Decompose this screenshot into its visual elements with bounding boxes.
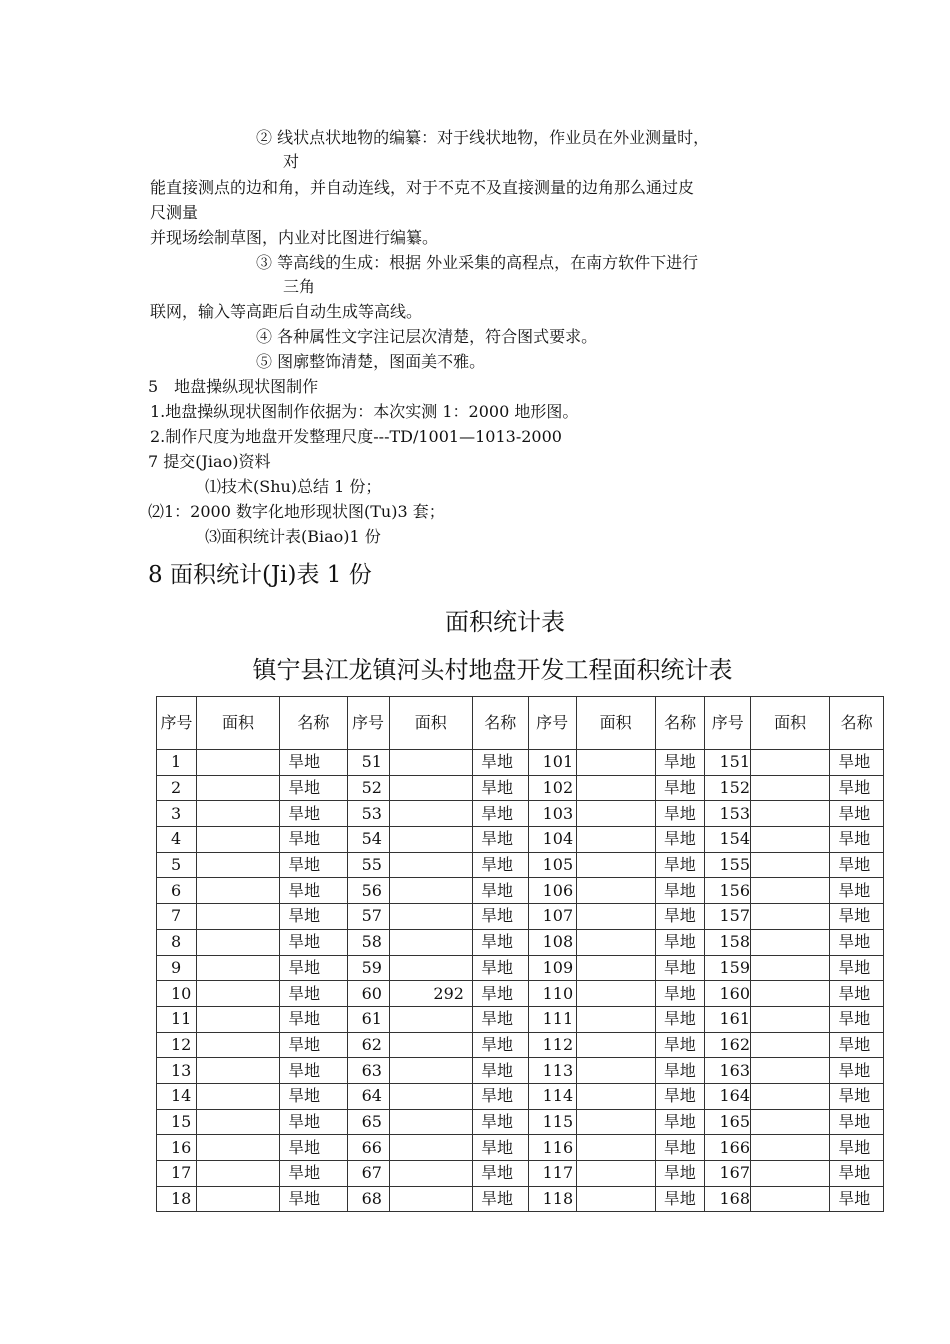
cell-area [751,775,830,801]
table-row [157,1186,884,1212]
table-row [157,1058,884,1084]
cell-area [196,904,279,930]
cell-name: 旱地 [830,827,884,853]
cell-area [751,1032,830,1058]
cell-name: 旱地 [830,1058,884,1084]
cell-seq: 57 [347,904,389,930]
cell-seq: 6 [157,878,197,904]
cell-area [389,1109,472,1135]
cell-name: 旱地 [280,878,347,904]
cell-seq: 159 [705,955,751,981]
cell-area [196,955,279,981]
header-seq: 序号 [705,697,751,750]
cell-seq: 56 [347,878,389,904]
cell-name: 旱地 [472,955,528,981]
cell-seq: 118 [528,1186,576,1212]
cell-seq: 161 [705,1006,751,1032]
section-7-item-2: ⑵1：2000 数字化地形现状图(Tu)3 套； [148,502,445,521]
section-5-item-2: 2.制作尺度为地盘开发整理尺度---TD/1001—1013-2000 [150,427,562,446]
cell-area [576,878,655,904]
cell-seq: 61 [347,1006,389,1032]
table-row [157,929,884,955]
cell-area [389,1083,472,1109]
cell-area [576,827,655,853]
cell-area [389,929,472,955]
cell-name: 旱地 [655,827,705,853]
cell-name: 旱地 [280,1109,347,1135]
cell-name: 旱地 [280,827,347,853]
cell-name: 旱地 [472,929,528,955]
cell-name: 旱地 [472,827,528,853]
cell-name: 旱地 [830,878,884,904]
cell-name: 旱地 [830,1135,884,1161]
section-7-item-1: ⑴技术(Shu)总结 1 份； [205,477,382,496]
cell-name: 旱地 [280,775,347,801]
item-4: ④ 各种属性文字注记层次清楚，符合图式要求。 [256,327,598,346]
cell-name: 旱地 [472,1109,528,1135]
cell-area [389,1058,472,1084]
cell-seq: 60 [347,981,389,1007]
table-row [157,955,884,981]
cell-seq: 58 [347,929,389,955]
cell-area [196,1058,279,1084]
cell-seq: 164 [705,1083,751,1109]
header-seq: 序号 [157,697,197,750]
cell-seq: 111 [528,1006,576,1032]
cell-seq: 163 [705,1058,751,1084]
cell-seq: 62 [347,1032,389,1058]
section-5-item-1: 1.地盘操纵现状图制作依据为：本次实测 1：2000 地形图。 [150,402,579,421]
cell-area [751,827,830,853]
cell-area [196,1006,279,1032]
cell-area [576,929,655,955]
cell-seq: 160 [705,981,751,1007]
cell-area [196,1161,279,1187]
cell-seq: 17 [157,1161,197,1187]
cell-seq: 9 [157,955,197,981]
header-area: 面积 [196,697,279,750]
cell-seq: 117 [528,1161,576,1187]
area-statistics-table [156,696,884,1212]
cell-name: 旱地 [280,801,347,827]
cell-seq: 52 [347,775,389,801]
cell-seq: 165 [705,1109,751,1135]
cell-area [389,955,472,981]
cell-area [389,878,472,904]
cell-area [576,1006,655,1032]
cell-name: 旱地 [655,750,705,776]
table-subtitle: 镇宁县江龙镇河头村地盘开发工程面积统计表 [252,656,733,684]
cell-seq: 10 [157,981,197,1007]
cell-name: 旱地 [472,878,528,904]
cell-name: 旱地 [655,801,705,827]
table-row [157,981,884,1007]
header-name: 名称 [280,697,347,750]
cell-seq: 152 [705,775,751,801]
cell-seq: 2 [157,775,197,801]
cell-name: 旱地 [280,1161,347,1187]
table-row [157,801,884,827]
cell-name: 旱地 [280,1006,347,1032]
table-row [157,750,884,776]
cell-name: 旱地 [655,878,705,904]
cell-seq: 103 [528,801,576,827]
cell-seq: 109 [528,955,576,981]
paragraph-line: 尺测量 [150,203,199,222]
cell-seq: 154 [705,827,751,853]
cell-area [389,750,472,776]
cell-seq: 4 [157,827,197,853]
table-row [157,852,884,878]
cell-seq: 166 [705,1135,751,1161]
cell-name: 旱地 [830,852,884,878]
cell-area [196,801,279,827]
item-3-line-2: 三角 [283,277,316,296]
cell-name: 旱地 [280,852,347,878]
table-row [157,1135,884,1161]
cell-seq: 7 [157,904,197,930]
cell-seq: 158 [705,929,751,955]
cell-seq: 151 [705,750,751,776]
item-3-line-1: ③ 等高线的生成：根据 外业采集的高程点，在南方软件下进行 [256,253,699,272]
cell-name: 旱地 [830,1186,884,1212]
cell-area [576,1058,655,1084]
table-row [157,827,884,853]
cell-name: 旱地 [472,1135,528,1161]
cell-name: 旱地 [472,1058,528,1084]
cell-name: 旱地 [472,1006,528,1032]
table-row [157,1032,884,1058]
header-area: 面积 [389,697,472,750]
cell-name: 旱地 [280,750,347,776]
cell-seq: 53 [347,801,389,827]
cell-seq: 66 [347,1135,389,1161]
cell-area [751,750,830,776]
cell-area [751,955,830,981]
paragraph-line: 能直接测点的边和角，并自动连线，对于不克不及直接测量的边角那么通过皮 [150,178,695,197]
cell-name: 旱地 [830,750,884,776]
cell-name: 旱地 [472,981,528,1007]
cell-seq: 13 [157,1058,197,1084]
cell-area [196,750,279,776]
cell-area [389,1032,472,1058]
cell-seq: 67 [347,1161,389,1187]
cell-seq: 63 [347,1058,389,1084]
cell-seq: 102 [528,775,576,801]
cell-area [196,1186,279,1212]
cell-seq: 16 [157,1135,197,1161]
cell-name: 旱地 [280,1032,347,1058]
cell-area [389,1006,472,1032]
cell-name: 旱地 [472,1161,528,1187]
cell-seq: 167 [705,1161,751,1187]
cell-area [196,1032,279,1058]
cell-seq: 115 [528,1109,576,1135]
cell-name: 旱地 [830,1083,884,1109]
cell-area [751,929,830,955]
table-title: 面积统计表 [445,608,565,636]
cell-area [751,1006,830,1032]
cell-seq: 110 [528,981,576,1007]
cell-seq: 108 [528,929,576,955]
cell-area [389,852,472,878]
cell-name: 旱地 [655,852,705,878]
cell-name: 旱地 [472,1186,528,1212]
cell-area [576,1161,655,1187]
cell-name: 旱地 [280,1186,347,1212]
cell-area [389,801,472,827]
cell-seq: 14 [157,1083,197,1109]
cell-name: 旱地 [280,955,347,981]
cell-area [196,878,279,904]
cell-area [576,801,655,827]
cell-name: 旱地 [280,929,347,955]
cell-seq: 112 [528,1032,576,1058]
cell-name: 旱地 [472,775,528,801]
cell-seq: 64 [347,1083,389,1109]
table-row [157,1006,884,1032]
header-seq: 序号 [528,697,576,750]
cell-name: 旱地 [655,1032,705,1058]
header-area: 面积 [751,697,830,750]
cell-seq: 107 [528,904,576,930]
cell-name: 旱地 [655,775,705,801]
cell-name: 旱地 [655,904,705,930]
cell-name: 旱地 [280,904,347,930]
cell-area [751,981,830,1007]
cell-area [751,801,830,827]
header-seq: 序号 [347,697,389,750]
cell-area [196,981,279,1007]
cell-area [751,1161,830,1187]
paragraph-line: 联网，输入等高距后自动生成等高线。 [150,302,423,321]
table-row [157,904,884,930]
cell-name: 旱地 [655,1186,705,1212]
cell-seq: 68 [347,1186,389,1212]
cell-name: 旱地 [472,750,528,776]
header-name: 名称 [472,697,528,750]
header-name: 名称 [830,697,884,750]
cell-name: 旱地 [830,1109,884,1135]
section-7-item-3: ⑶面积统计表(Biao)1 份 [205,527,381,546]
item-5: ⑤ 图廓整饰清楚，图面美不雅。 [256,352,486,371]
cell-area [576,852,655,878]
cell-area [389,775,472,801]
header-area: 面积 [576,697,655,750]
cell-area [751,1135,830,1161]
cell-name: 旱地 [830,955,884,981]
cell-area [196,1083,279,1109]
cell-area [751,1058,830,1084]
table-row [157,1083,884,1109]
cell-seq: 55 [347,852,389,878]
cell-name: 旱地 [830,801,884,827]
cell-area [576,904,655,930]
cell-area [751,878,830,904]
cell-seq: 3 [157,801,197,827]
cell-seq: 116 [528,1135,576,1161]
cell-seq: 8 [157,929,197,955]
cell-name: 旱地 [280,981,347,1007]
cell-area [389,827,472,853]
cell-seq: 65 [347,1109,389,1135]
cell-area [196,929,279,955]
cell-name: 旱地 [472,1032,528,1058]
cell-area [576,1083,655,1109]
table-body [157,750,884,1212]
cell-name: 旱地 [280,1083,347,1109]
cell-name: 旱地 [655,955,705,981]
header-name: 名称 [655,697,705,750]
cell-area [196,852,279,878]
cell-seq: 113 [528,1058,576,1084]
cell-seq: 168 [705,1186,751,1212]
cell-area [576,981,655,1007]
cell-area [576,775,655,801]
section-8-heading: 8 面积统计(Ji)表 1 份 [148,562,372,588]
cell-seq: 157 [705,904,751,930]
cell-area [751,1109,830,1135]
cell-area [389,1186,472,1212]
cell-area [576,955,655,981]
cell-area [576,1186,655,1212]
cell-name: 旱地 [655,1083,705,1109]
cell-name: 旱地 [655,929,705,955]
cell-name: 旱地 [830,904,884,930]
cell-seq: 51 [347,750,389,776]
paragraph-line: 并现场绘制草图，内业对比图进行编纂。 [150,228,439,247]
cell-area [196,827,279,853]
cell-name: 旱地 [655,981,705,1007]
cell-seq: 155 [705,852,751,878]
cell-name: 旱地 [655,1161,705,1187]
cell-name: 旱地 [655,1006,705,1032]
cell-seq: 114 [528,1083,576,1109]
cell-name: 旱地 [830,1161,884,1187]
cell-area: 292 [389,981,472,1007]
cell-seq: 105 [528,852,576,878]
cell-area [751,1186,830,1212]
cell-area [389,1135,472,1161]
cell-name: 旱地 [280,1135,347,1161]
cell-seq: 5 [157,852,197,878]
cell-area [389,904,472,930]
cell-area [751,1083,830,1109]
cell-name: 旱地 [472,904,528,930]
cell-name: 旱地 [655,1058,705,1084]
cell-seq: 106 [528,878,576,904]
cell-seq: 12 [157,1032,197,1058]
cell-seq: 1 [157,750,197,776]
section-7-heading: 7 提交(Jiao)资料 [148,452,271,471]
cell-seq: 15 [157,1109,197,1135]
cell-name: 旱地 [655,1135,705,1161]
cell-area [576,1032,655,1058]
cell-area [196,775,279,801]
cell-name: 旱地 [830,775,884,801]
cell-name: 旱地 [830,1006,884,1032]
cell-name: 旱地 [472,852,528,878]
cell-seq: 153 [705,801,751,827]
table-row [157,1109,884,1135]
cell-area [389,1161,472,1187]
cell-name: 旱地 [472,1083,528,1109]
cell-seq: 54 [347,827,389,853]
table-header-row [157,697,884,750]
cell-seq: 156 [705,878,751,904]
table-row [157,878,884,904]
cell-area [196,1135,279,1161]
cell-name: 旱地 [830,981,884,1007]
cell-area [576,750,655,776]
cell-seq: 104 [528,827,576,853]
cell-name: 旱地 [830,929,884,955]
cell-seq: 11 [157,1006,197,1032]
cell-area [751,852,830,878]
cell-area [576,1109,655,1135]
cell-seq: 162 [705,1032,751,1058]
item-2-line-1: ② 线状点状地物的编纂：对于线状地物，作业员在外业测量时， [256,128,710,147]
item-2-line-2: 对 [283,152,300,171]
table-row [157,775,884,801]
cell-seq: 18 [157,1186,197,1212]
cell-name: 旱地 [280,1058,347,1084]
cell-seq: 59 [347,955,389,981]
cell-name: 旱地 [472,801,528,827]
cell-area [576,1135,655,1161]
cell-seq: 101 [528,750,576,776]
cell-name: 旱地 [655,1109,705,1135]
cell-name: 旱地 [830,1032,884,1058]
section-5-heading: 5 地盘操纵现状图制作 [148,377,319,396]
table-row [157,1161,884,1187]
cell-area [751,904,830,930]
cell-area [196,1109,279,1135]
